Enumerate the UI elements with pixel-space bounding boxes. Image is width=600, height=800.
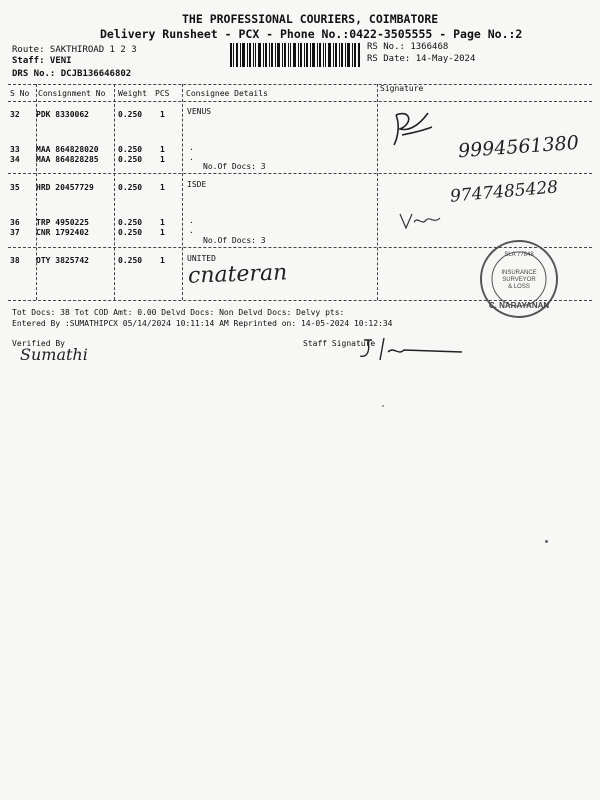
row-consignment: HRD 20457729 xyxy=(36,183,94,192)
row-consignment: MAA 864828020 xyxy=(36,145,99,154)
runsheet-subtitle: Delivery Runsheet - PCX - Phone No.:0422-3505555 - Page No.:2 xyxy=(100,27,523,41)
svg-text:SLA 77848: SLA 77848 xyxy=(504,252,534,258)
row-pcs: 1 xyxy=(160,183,165,192)
row-weight: 0.250 xyxy=(118,110,143,119)
row-consignment: CNR 1792402 xyxy=(36,228,89,237)
row-pcs: 1 xyxy=(160,218,165,227)
row-consignment: PDK 8330062 xyxy=(36,110,89,119)
group-doc-count: No.Of Docs: 3 xyxy=(203,162,266,171)
row-consignee: . xyxy=(189,153,194,162)
col-header-sno: S No xyxy=(10,89,30,98)
col-divider xyxy=(114,84,115,300)
handwritten-name: cnateran xyxy=(187,260,288,289)
row-consignment: TRP 4950225 xyxy=(36,218,89,227)
col-divider xyxy=(377,84,378,300)
row-consignee: ISDE xyxy=(187,180,207,189)
verified-by-label: Verified By xyxy=(12,339,65,348)
svg-text:& LOSS: & LOSS xyxy=(508,284,530,290)
row-sno: 35 xyxy=(10,183,20,192)
signature-scribble xyxy=(398,208,444,236)
drs-number: DRS No.: DCJB136646802 xyxy=(12,69,132,79)
col-header-pcs: PCS xyxy=(155,89,170,98)
row-pcs: 1 xyxy=(160,145,165,154)
row-weight: 0.250 xyxy=(118,155,143,164)
row-consignee: VENUS xyxy=(187,107,212,116)
row-weight: 0.250 xyxy=(118,228,143,237)
handwritten-phone: 9747485428 xyxy=(449,177,559,207)
row-weight: 0.250 xyxy=(118,145,143,154)
row-sno: 33 xyxy=(10,145,20,154)
col-header-consignee: Consignee Details xyxy=(186,89,268,98)
staff-label: Staff: VENI xyxy=(12,56,72,66)
signature-scribble xyxy=(388,105,438,155)
row-sno: 37 xyxy=(10,228,20,237)
rs-date: RS Date: 14-May-2024 xyxy=(367,54,476,64)
rs-number: RS No.: 1366468 xyxy=(367,42,449,52)
row-sno: 32 xyxy=(10,110,20,119)
scan-speck xyxy=(545,540,548,543)
row-pcs: 1 xyxy=(160,110,165,119)
handwritten-phone: 9994561380 xyxy=(457,131,580,163)
svg-text:SURVEYOR: SURVEYOR xyxy=(502,277,536,283)
scan-speck xyxy=(382,405,384,407)
table-header-rule xyxy=(8,101,592,102)
totals-line: Tot Docs: 38 Tot COD Amt: 0.00 Delvd Docs: Non Delvd Docs: Delvy pts: xyxy=(12,308,345,317)
row-consignee: UNITED xyxy=(187,254,216,263)
group-doc-count: No.Of Docs: 3 xyxy=(203,236,266,245)
row-sno: 34 xyxy=(10,155,20,164)
col-header-consignment: Consignment No xyxy=(38,89,106,98)
verified-signature: Sumathi xyxy=(20,345,88,364)
col-header-signature: Signature xyxy=(380,84,424,93)
row-consignee: . xyxy=(189,216,194,225)
seal-stamp xyxy=(478,238,560,320)
row-weight: 0.250 xyxy=(118,218,143,227)
staff-signature-scribble xyxy=(358,336,468,364)
row-consignee: . xyxy=(189,143,194,152)
row-pcs: 1 xyxy=(160,228,165,237)
route-label: Route: SAKTHIROAD 1 2 3 xyxy=(12,45,137,55)
row-weight: 0.250 xyxy=(118,256,143,265)
col-header-weight: Weight xyxy=(118,89,147,98)
table-top-rule xyxy=(8,84,592,85)
group-rule xyxy=(8,173,592,174)
entered-by-line: Entered By :SUMATHIPCX 05/14/2024 10:11:14 AM Reprinted on: 14-05-2024 10:12:34 xyxy=(12,319,393,328)
row-pcs: 1 xyxy=(160,256,165,265)
company-name: THE PROFESSIONAL COURIERS, COIMBATORE xyxy=(182,12,439,26)
staff-signature-label: Staff Signature xyxy=(303,339,376,348)
svg-text:INSURANCE: INSURANCE xyxy=(501,270,537,276)
col-divider xyxy=(182,84,183,300)
row-sno: 36 xyxy=(10,218,20,227)
row-consignment: MAA 864828285 xyxy=(36,155,99,164)
row-consignee: . xyxy=(189,226,194,235)
row-pcs: 1 xyxy=(160,155,165,164)
svg-text:C. NARAYANAN: C. NARAYANAN xyxy=(488,301,550,310)
barcode xyxy=(230,43,360,67)
row-consignment: OTY 3825742 xyxy=(36,256,89,265)
row-sno: 38 xyxy=(10,256,20,265)
row-weight: 0.250 xyxy=(118,183,143,192)
